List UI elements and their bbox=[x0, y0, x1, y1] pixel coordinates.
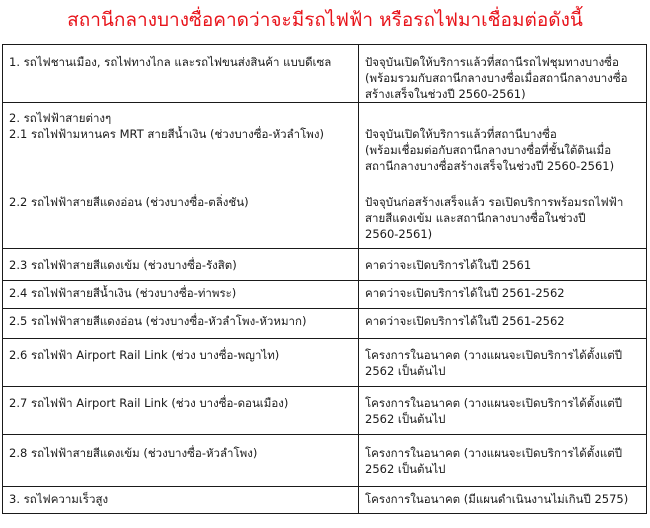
status-line: คาดว่าจะเปิดบริการได้ในปี 2561-2562 bbox=[365, 314, 565, 328]
route-name: 2.7 รถไฟฟ้า Airport Rail Link (ช่วง บางซื่อ-ดอนเมือง) bbox=[9, 396, 289, 410]
status-line: โครงการในอนาคต (มีแผนดำเนินงานไม่เกินปี 2575) bbox=[365, 492, 629, 506]
table-row bbox=[3, 103, 647, 249]
section-heading: 2. รถไฟฟ้าสายต่างๆ bbox=[9, 111, 112, 125]
route-cell bbox=[3, 45, 359, 103]
page-title: สถานีกลางบางซื่อคาดว่าจะมีรถไฟฟ้า หรือรถไฟมาเชื่อมต่อดังนี้ bbox=[67, 9, 583, 31]
status-line: ปัจจุบันเปิดให้บริการแล้วที่สถานีบางซื่อ bbox=[365, 127, 557, 141]
table-row bbox=[3, 487, 647, 514]
status-cell bbox=[359, 309, 647, 339]
status-line: คาดว่าจะเปิดบริการได้ในปี 2561 bbox=[365, 258, 532, 272]
route-name: 2.3 รถไฟฟ้าสายสีแดงเข้ม (ช่วงบางซื่อ-รังสิต) bbox=[9, 258, 237, 272]
status-line: ปัจจุบันเปิดให้บริการแล้วที่สถานีรถไฟชุมทางบางซื่อ bbox=[365, 55, 619, 69]
status-cell bbox=[359, 339, 647, 387]
status-line: 2562 เป็นต้นไป bbox=[365, 462, 446, 476]
status-cell bbox=[359, 103, 647, 249]
route-name: 2.8 รถไฟฟ้าสายสีแดงเข้ม (ช่วงบางซื่อ-หัวลำโพง) bbox=[9, 446, 258, 460]
route-name: 3. รถไฟความเร็วสูง bbox=[9, 492, 109, 506]
status-cell bbox=[359, 249, 647, 281]
status-line: สายสีแดงเข้ม และสถานีกลางบางซื่อในช่วงปี bbox=[365, 211, 586, 225]
route-cell bbox=[3, 339, 359, 387]
status-line: 2560-2561) bbox=[365, 227, 433, 241]
table-row bbox=[3, 281, 647, 309]
table-row bbox=[3, 339, 647, 387]
route-name: 1. รถไฟชานเมือง, รถไฟทางไกล และรถไฟขนส่งสินค้า แบบดีเซล bbox=[9, 55, 332, 69]
status-line: ปัจจุบันก่อสร้างเสร็จแล้ว รอเปิดบริการพร้อมรถไฟฟ้า bbox=[365, 195, 624, 209]
table-row bbox=[3, 309, 647, 339]
status-line: (พร้อมเชื่อมต่อกับสถานีกลางบางซื่อที่ชั้นใต้ดินเมื่อ bbox=[365, 143, 612, 157]
route-cell bbox=[3, 103, 359, 249]
table-row bbox=[3, 45, 647, 103]
route-cell bbox=[3, 281, 359, 309]
route-name: 2.4 รถไฟฟ้าสายสีน้ำเงิน (ช่วงบางซื่อ-ท่าพระ) bbox=[9, 286, 237, 300]
table-row bbox=[3, 387, 647, 435]
status-cell bbox=[359, 281, 647, 309]
route-cell bbox=[3, 309, 359, 339]
status-line: 2562 เป็นต้นไป bbox=[365, 364, 446, 378]
status-line: โครงการในอนาคต (วางแผนจะเปิดบริการได้ตั้งแต่ปี bbox=[365, 446, 623, 460]
route-cell bbox=[3, 435, 359, 487]
status-line: สร้างเสร็จในช่วงปี 2560-2561) bbox=[365, 87, 526, 101]
table-row bbox=[3, 249, 647, 281]
status-cell bbox=[359, 45, 647, 103]
route-cell bbox=[3, 387, 359, 435]
status-line: คาดว่าจะเปิดบริการได้ในปี 2561-2562 bbox=[365, 286, 565, 300]
status-line: (พร้อมรวมกับสถานีกลางบางซื่อเมื่อสถานีกลางบางซื่อ bbox=[365, 71, 628, 85]
connection-table bbox=[2, 44, 647, 514]
status-line: โครงการในอนาคต (วางแผนจะเปิดบริการได้ตั้งแต่ปี bbox=[365, 348, 623, 362]
table-row bbox=[3, 435, 647, 487]
route-cell bbox=[3, 249, 359, 281]
status-cell bbox=[359, 435, 647, 487]
status-line: โครงการในอนาคต (วางแผนจะเปิดบริการได้ตั้งแต่ปี bbox=[365, 396, 623, 410]
route-name: 2.2 รถไฟฟ้าสายสีแดงอ่อน (ช่วงบางซื่อ-ตลิ่งชัน) bbox=[9, 195, 249, 209]
route-name: 2.6 รถไฟฟ้า Airport Rail Link (ช่วง บางซื่อ-พญาไท) bbox=[9, 348, 280, 362]
status-line: สถานีกลางบางซื่อสร้างเสร็จในช่วงปี 2560-2561) bbox=[365, 159, 615, 173]
route-name: 2.5 รถไฟฟ้าสายสีแดงอ่อน (ช่วงบางซื่อ-หัวลำโพง-หัวหมาก) bbox=[9, 314, 307, 328]
route-cell bbox=[3, 487, 359, 514]
route-name: 2.1 รถไฟฟ้ามหานคร MRT สายสีน้ำเงิน (ช่วงบางซื่อ-หัวลำโพง) bbox=[9, 127, 324, 141]
status-line: 2562 เป็นต้นไป bbox=[365, 412, 446, 426]
status-cell bbox=[359, 487, 647, 514]
status-cell bbox=[359, 387, 647, 435]
